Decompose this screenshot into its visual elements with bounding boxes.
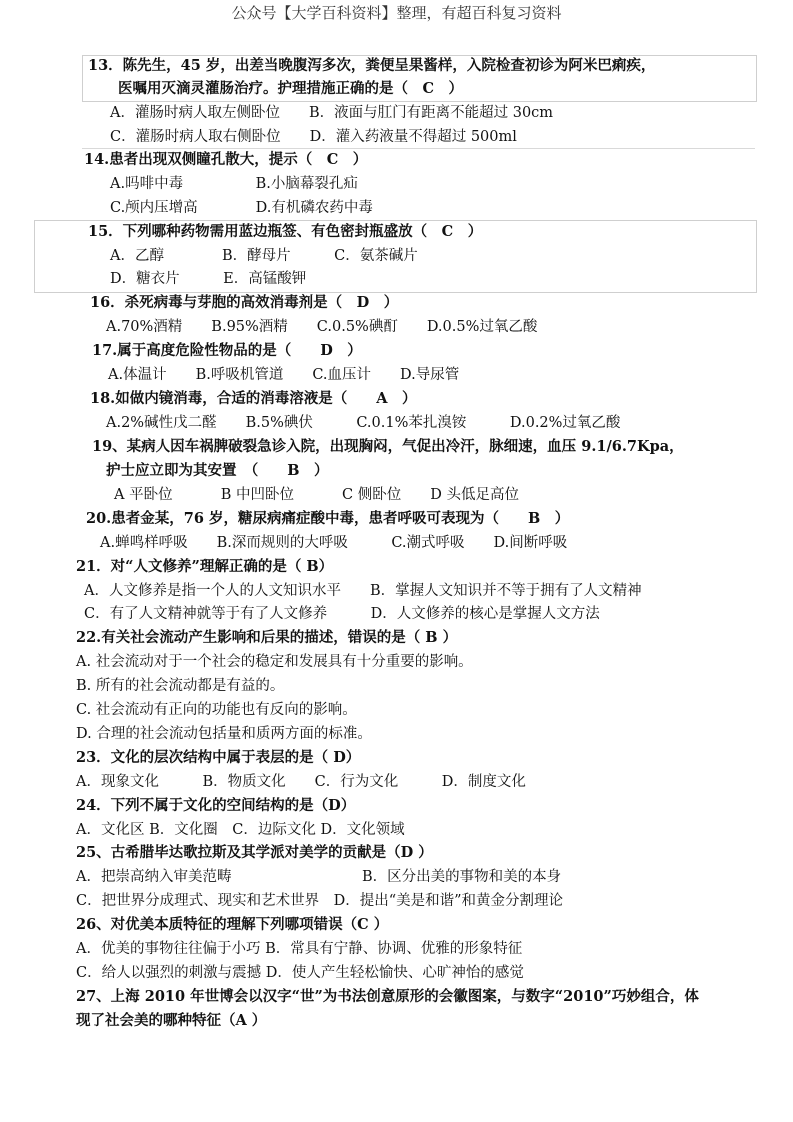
page-header: 公众号【大学百科资料】整理，有超百科复习资料 <box>231 4 562 22</box>
q18-options: A.2%碱性戊二醛 B.5%碘伏 C.0.1%苯扎溴铵 D.0.2%过氧乙酸 <box>106 415 621 431</box>
q13-stem-line2: 医嘱用灭滴灵灌肠治疗。护理措施正确的是（ C ） <box>118 80 464 97</box>
q22-option-c: C. 社会流动有正向的功能也有反向的影响。 <box>76 702 357 718</box>
q25-stem: 25、古希腊毕达歌拉斯及其学派对美学的贡献是（D ） <box>76 844 433 861</box>
q17-options: A.体温计 B.呼吸机管道 C.血压计 D.导尿管 <box>108 367 460 383</box>
q13-options-line1: A．灌肠时病人取左侧卧位 B．液面与肛门有距离不能超过 30cm <box>110 105 554 121</box>
q13-options-line2: C．灌肠时病人取右侧卧位 D．灌入药液量不得超过 500ml <box>110 129 517 145</box>
q23-stem: 23．文化的层次结构中属于表层的是（ D） <box>76 749 361 766</box>
q19-options: A 平卧位 B 中凹卧位 C 侧卧位 D 头低足高位 <box>114 487 519 503</box>
q22-stem: 22.有关社会流动产生影响和后果的描述，错误的是（ B ） <box>76 629 458 646</box>
q14-options-line2: C.颅内压增高 D.有机磷农药中毒 <box>110 200 373 216</box>
q22-option-a: A. 社会流动对于一个社会的稳定和发展具有十分重要的影响。 <box>76 654 473 670</box>
q19-stem-line2: 护士应立即为其安置 （ B ） <box>106 462 329 479</box>
q26-options-line2: C．给人以强烈的刺激与震撼 D．使人产生轻松愉快、心旷神怡的感觉 <box>76 965 524 981</box>
q21-options-line1: A．人文修养是指一个人的人文知识水平 B．掌握人文知识并不等于拥有了人文精神 <box>84 583 642 599</box>
q13-stem-line1: 13．陈先生，45 岁，出差当晚腹泻多次，粪便呈果酱样，入院检查初诊为阿米巴痢疾， <box>88 57 656 74</box>
q21-options-line2: C．有了人文精神就等于有了人文修养 D．人文修养的核心是掌握人文方法 <box>84 606 600 622</box>
q27-stem-line1: 27、上海 2010 年世博会以汉字“世”为书法创意原形的会徽图案，与数字“2010”巧妙组合，体 <box>76 988 699 1005</box>
q14-options-line1: A.吗啡中毒 B.小脑幕裂孔疝 <box>110 176 358 192</box>
q18-stem: 18.如做内镜消毒，合适的消毒溶液是（ A ） <box>90 390 417 407</box>
q15-options-line2: D．糖衣片 E．高锰酸钾 <box>110 271 307 287</box>
q24-stem: 24．下列不属于文化的空间结构的是（D） <box>76 797 356 814</box>
q14-stem: 14.患者出现双侧瞳孔散大，提示（ C ） <box>84 151 368 168</box>
q27-stem-line2: 现了社会美的哪种特征（A ） <box>76 1012 267 1029</box>
q16-options: A.70%酒精 B.95%酒精 C.0.5%碘酊 D.0.5%过氧乙酸 <box>106 319 538 335</box>
q26-stem: 26、对优美本质特征的理解下列哪项错误（C ） <box>76 916 389 933</box>
q21-stem: 21．对“人文修养”理解正确的是（ B） <box>76 558 334 575</box>
q16-stem: 16．杀死病毒与芽胞的高效消毒剂是（ D ） <box>90 294 399 311</box>
q19-stem-line1: 19、某病人因车祸脾破裂急诊入院，出现胸闷，气促出冷汗，脉细速，血压 9.1/6.7Kpa， <box>92 438 684 455</box>
q20-stem: 20.患者金某，76 岁，糖尿病痛症酸中毒，患者呼吸可表现为（ B ） <box>86 510 570 527</box>
q25-options-line2: C．把世界分成理式、现实和艺术世界 D．提出“美是和谐”和黄金分割理论 <box>76 893 564 909</box>
q23-options: A．现象文化 B．物质文化 C．行为文化 D．制度文化 <box>76 774 526 790</box>
q22-option-b: B. 所有的社会流动都是有益的。 <box>76 678 285 694</box>
q24-options: A．文化区 B．文化圈 C．边际文化 D．文化领域 <box>76 822 405 838</box>
q22-option-d: D. 合理的社会流动包括量和质两方面的标准。 <box>76 726 372 742</box>
q26-options-line1: A．优美的事物往往偏于小巧 B．常具有宁静、协调、优雅的形象特征 <box>76 941 523 957</box>
q13-separator <box>82 148 755 149</box>
q15-options-line1: A．乙醇 B．酵母片 C．氨茶碱片 <box>110 248 418 264</box>
q25-options-line1: A．把崇高纳入审美范畴 B．区分出美的事物和美的本身 <box>76 869 562 885</box>
q17-stem: 17.属于高度危险性物品的是（ D ） <box>92 342 362 359</box>
q15-stem: 15．下列哪种药物需用蓝边瓶签、有色密封瓶盛放（ C ） <box>88 223 483 240</box>
q20-options: A.蝉鸣样呼吸 B.深而规则的大呼吸 C.潮式呼吸 D.间断呼吸 <box>100 535 568 551</box>
